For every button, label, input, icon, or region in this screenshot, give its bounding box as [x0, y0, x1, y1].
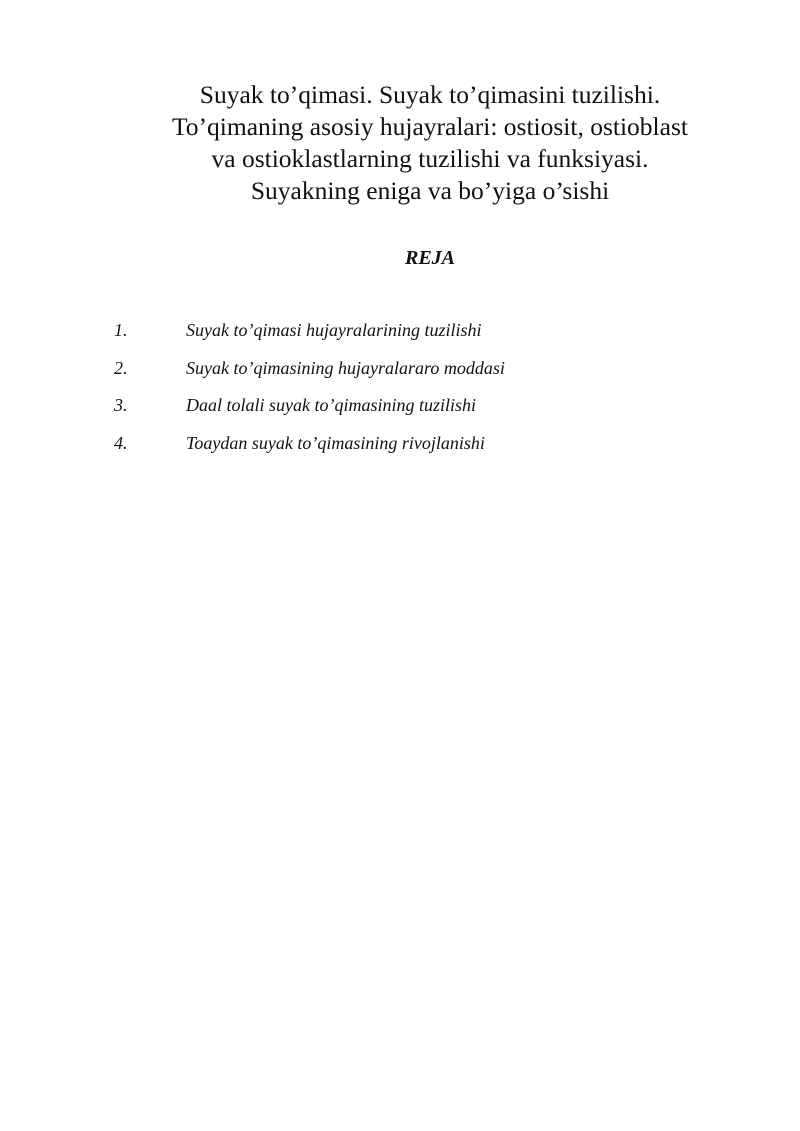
- plan-item-number: 4.: [114, 432, 128, 453]
- title-line: Suyak to’qimasi. Suyak to’qimasini tuzilishi.: [199, 80, 661, 109]
- plan-item: [0, 433, 800, 471]
- plan-list: [0, 320, 800, 470]
- plan-item-text: Daal tolali suyak to’qimasining tuzilishi: [186, 395, 477, 415]
- plan-item: [0, 358, 800, 396]
- plan-item-text: Toaydan suyak to’qimasining rivojlanishi: [186, 432, 485, 453]
- plan-item-number: 1.: [114, 320, 128, 340]
- plan-item: [0, 320, 800, 358]
- title-line: va ostioklastlarning tuzilishi va funksiyasi.: [211, 144, 649, 173]
- plan-item: [0, 395, 800, 433]
- title-line: To’qimaning asosiy hujayralari: ostiosit, ostioblast: [172, 112, 688, 141]
- plan-item-text: Suyak to’qimasi hujayralarining tuzilishi: [186, 320, 482, 340]
- plan-item-number: 3.: [114, 395, 128, 415]
- document-title: [60, 79, 800, 207]
- plan-item-number: 2.: [114, 357, 128, 378]
- plan-heading: REJA: [404, 247, 456, 269]
- plan-item-text: Suyak to’qimasining hujayralararo moddasi: [186, 357, 505, 378]
- title-line: Suyakning eniga va bo’yiga o’sishi: [250, 176, 610, 205]
